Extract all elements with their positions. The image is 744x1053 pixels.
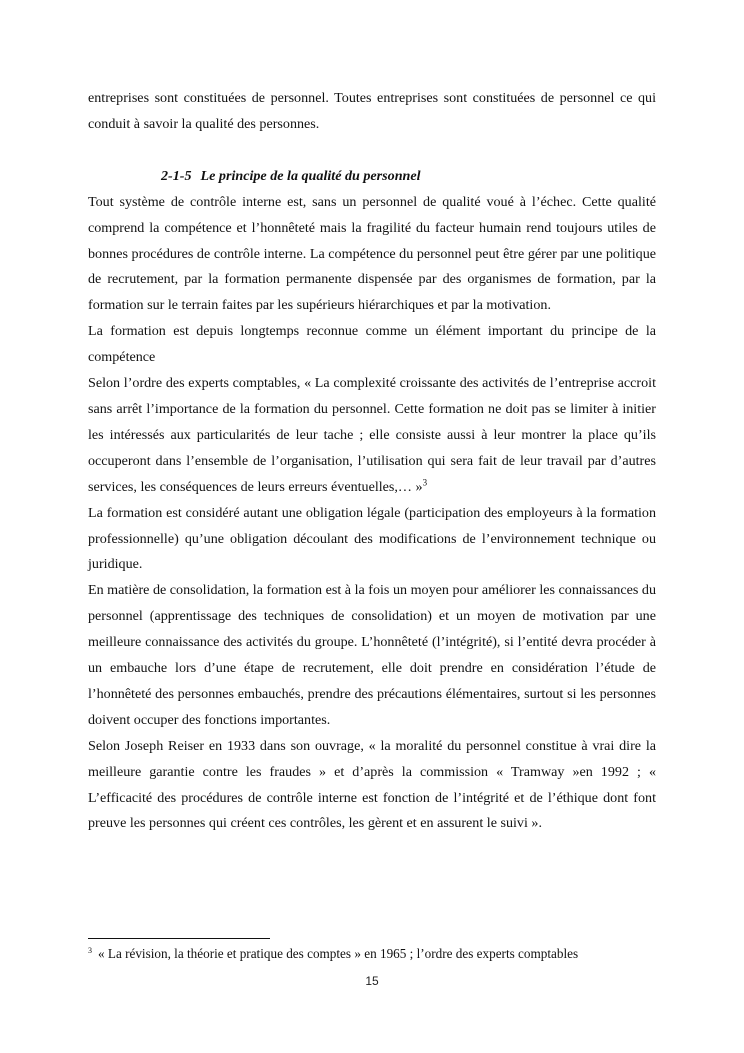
- paragraph-reiser: Selon Joseph Reiser en 1933 dans son ouvrage, « la moralité du personnel constitue à vrai dire la meilleure garantie contre les fraudes » et d’après la commission « Tramway »en 1992 ; « L’efficacité des procédures de contrôle interne est fonction de l’intégrité et de l’éthique dont font preuve les personnes qui créent ces contrôles, les gèrent et en assurent le suivi ».: [88, 737, 656, 832]
- page-body: [88, 86, 656, 837]
- page-number: 15: [365, 974, 379, 988]
- paragraph-quality: Tout système de contrôle interne est, sans un personnel de qualité voué à l’échec. Cette qualité comprend la compétence et l’honnêteté mais la fragilité du facteur humain rend toujours utiles de bonnes procédures de contrôle interne. La compétence du personnel peut être gérer par une politique de recrutement, par la formation permanente dispensée par des organismes de formation, par la formation sur le terrain faites par les supérieurs hiérarchiques et par la motivation.: [88, 193, 656, 314]
- paragraph-quote-experts: [88, 371, 656, 501]
- section-heading: [88, 164, 656, 190]
- blank-line: [88, 138, 656, 164]
- paragraph-intro: entreprises sont constituées de personnel. Toutes entreprises sont constituées de personnel ce qui conduit à savoir la qualité des personnes.: [88, 90, 656, 132]
- footnote-reference: 3: [422, 477, 428, 487]
- footnote: [88, 944, 688, 964]
- footnote-text: « La révision, la théorie et pratique des comptes » en 1965 ; l’ordre des experts comptables: [98, 946, 579, 961]
- section-title: Le principe de la qualité du personnel: [200, 167, 421, 184]
- footnote-divider: [88, 938, 270, 939]
- paragraph-training: La formation est depuis longtemps reconnue comme un élément important du principe de la compétence: [88, 323, 656, 366]
- quote-experts-text: Selon l’ordre des experts comptables, « La complexité croissante des activités de l’entreprise accroit sans arrêt l’importance de la formation du personnel. Cette formation ne doit pas se limiter à initier les intéressés aux particularités de leur tache ; elle consiste aussi à leur montrer la place qu’ils occuperont dans l’ensemble de l’organisation, l’utilisation qui sera fait de leur travail par d’autres services, les conséquences de leurs erreurs éventuelles,… »: [88, 375, 656, 495]
- footnote-marker: 3: [88, 945, 92, 955]
- section-number: 2-1-5: [161, 167, 192, 184]
- paragraph-obligation: La formation est considéré autant une obligation légale (participation des employeurs à la formation professionnelle) qu’une obligation découlant des modifications de l’environnement technique ou juridique.: [88, 504, 656, 573]
- paragraph-consolidation: En matière de consolidation, la formation est à la fois un moyen pour améliorer les connaissances du personnel (apprentissage des techniques de consolidation) et un moyen de motivation par une meilleure connaissance des activités du groupe. L’honnêteté (l’intégrité), si l’entité devra procéder à un embauche lors d’une étape de recrutement, elle doit prendre en considération l’étude de l’honnêteté des personnes embauchés, prendre des précautions élémentaires, surtout si les personnes doivent occuper des fonctions importantes.: [88, 582, 656, 728]
